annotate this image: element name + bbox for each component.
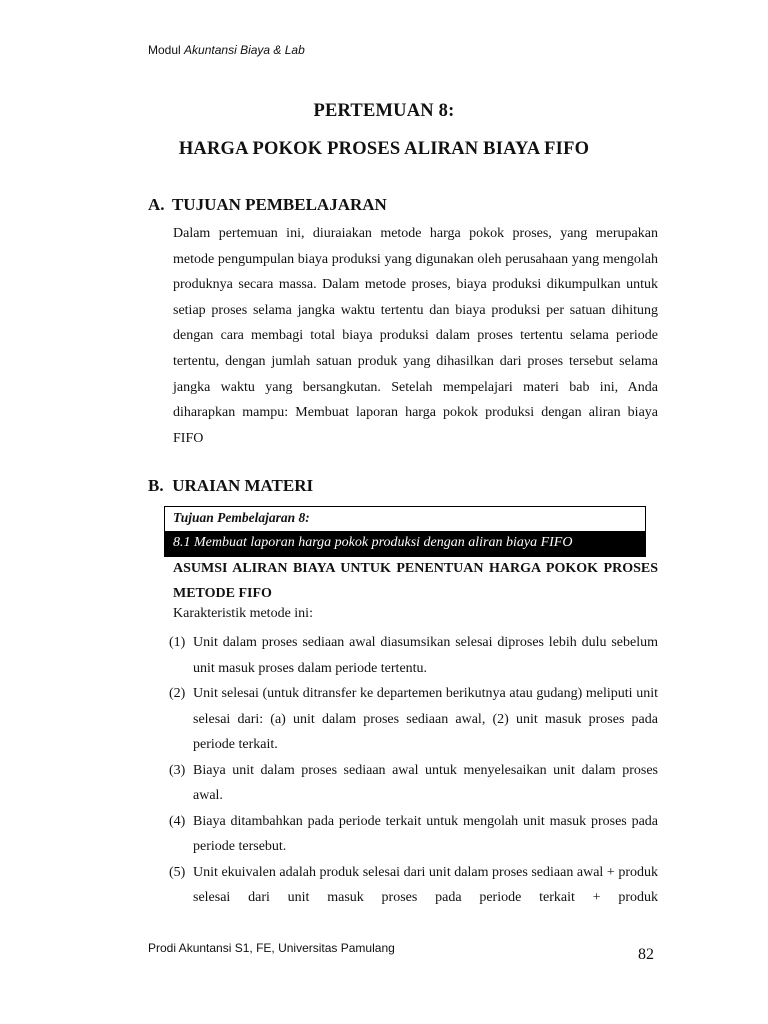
- learning-objective-title: Tujuan Pembelajaran 8:: [173, 510, 310, 525]
- list-item-number: (2): [169, 686, 186, 701]
- running-header: [148, 43, 305, 57]
- section-a-heading: [148, 195, 387, 215]
- fifo-subheading: ASUMSI ALIRAN BIAYA UNTUK PENENTUAN HARGA POKOK PROSES METODE FIFO: [173, 561, 658, 601]
- section-b-letter: B.: [148, 476, 164, 495]
- list-item-number: (5): [169, 864, 186, 880]
- section-a-letter: A.: [148, 195, 165, 214]
- list-item-number: (4): [169, 813, 186, 829]
- characteristics-list: [169, 630, 658, 911]
- list-item-text: Unit ekuivalen adalah produk selesai dari unit dalam proses sediaan awal + produk selesai dari unit masuk proses pada periode terkait + produk: [193, 864, 658, 905]
- running-footer: Prodi Akuntansi S1, FE, Universitas Pamulang: [148, 941, 395, 955]
- section-a-title: TUJUAN PEMBELAJARAN: [171, 195, 387, 214]
- list-item-number: (3): [169, 762, 186, 778]
- header-course-name: Akuntansi Biaya & Lab: [184, 43, 305, 57]
- page-number: 82: [638, 946, 654, 963]
- section-b-heading: [148, 476, 313, 496]
- page-title-line-2: HARGA POKOK PROSES ALIRAN BIAYA FIFO: [178, 139, 590, 159]
- list-item-text: Biaya unit dalam proses sediaan awal untuk menyelesaikan unit dalam proses awal.: [193, 762, 658, 803]
- section-b-title: URAIAN MATERI: [172, 476, 314, 495]
- list-item-number: (1): [169, 635, 186, 650]
- list-item-text: Biaya ditambahkan pada periode terkait untuk mengolah unit masuk proses pada periode tersebut.: [193, 813, 658, 854]
- characteristics-intro: Karakteristik metode ini:: [173, 606, 313, 621]
- learning-objective-box: [164, 506, 646, 557]
- list-item: [169, 860, 658, 911]
- list-item: [169, 809, 658, 860]
- page-title-line-1: PERTEMUAN 8:: [313, 101, 455, 121]
- section-a-paragraph: Dalam pertemuan ini, diuraiakan metode harga pokok proses, yang merupakan metode pengumpulan biaya produksi yang digunakan oleh perusahaan yang mengolah produknya secara massa. Dalam metode proses, biaya produksi dikumpulkan untuk setiap proses selama jangka waktu tertentu dan biaya produksi per satuan dihitung dengan cara membagi total biaya produksi dalam proses tertentu selama periode tertentu, dengan jumlah satuan produk yang dihasilkan dari proses tersebut selama jangka waktu yang bersangkutan. Setelah mempelajari materi bab ini, Anda diharapkan mampu: Membuat laporan harga pokok produksi dengan aliran biaya FIFO: [173, 226, 658, 446]
- list-item: [169, 758, 658, 809]
- header-module-label: Modul: [148, 43, 181, 57]
- list-item: [169, 630, 658, 681]
- list-item-text: Unit selesai (untuk ditransfer ke departemen berikutnya atau gudang) meliputi unit selesai dari: (a) unit dalam proses sediaan awal, (2) unit masuk proses pada periode terkait.: [193, 686, 658, 752]
- learning-objective-item: 8.1 Membuat laporan harga pokok produksi dengan aliran biaya FIFO: [165, 531, 645, 556]
- list-item: [169, 681, 658, 758]
- list-item-text: Unit dalam proses sediaan awal diasumsikan selesai diproses lebih dulu sebelum unit masuk proses dalam periode tertentu.: [193, 635, 658, 676]
